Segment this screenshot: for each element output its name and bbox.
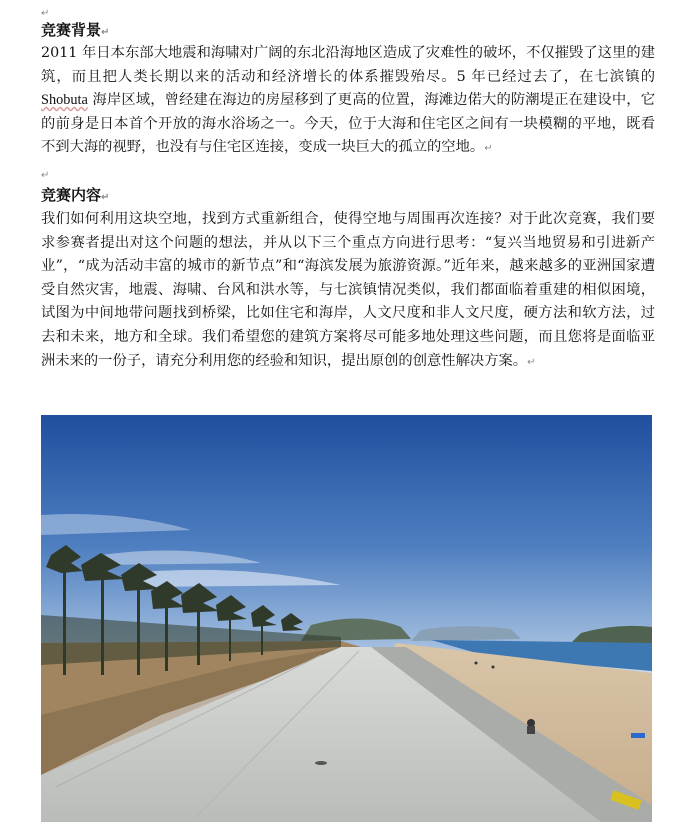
coastal-seawall-photo (41, 415, 652, 822)
background-text-b: 海岸区域，曾经建在海边的房屋移到了更高的位置，海滩边偌大的防潮堤正在建设中，它的前身是日本首个开放的海水浴场之一。今天，位于大海和住宅区之间有一块模糊的平地，既看不到大海的视野，也没有与住宅区连接，变成一块巨大的孤立的空地。 (41, 92, 655, 156)
paragraph-mark-icon: ↵ (527, 356, 536, 368)
paragraph-mark-icon: ↵ (101, 27, 110, 38)
paragraph-mark-icon: ↵ (484, 143, 493, 155)
blank-line (41, 0, 655, 22)
section-heading-background (41, 20, 655, 40)
document-page (41, 0, 655, 374)
content-text: 我们如何利用这块空地，找到方式重新组合，使得空地与周围再次连接？对于此次竞赛，我们要求参赛者提出对这个问题的想法，并从以下三个重点方向进行思考：“复兴当地贸易和引进新产业”，“成为活动丰富的城市的新节点”和“海滨发展为旅游资源。”近年来，越来越多的亚洲国家遭受自然灾害，地震、海啸、台风和洪水等，与七滨镇情况类似，我们都面临着重建的相似困境，试图为中间地带问题找到桥梁，比如住宅和海岸，人文尺度和非人文尺度，硬方法和软方法，过去和未来，地方和全球。我们希望您的建筑方案将尽可能多地处理这些问题，而且您将是面临亚洲未来的一份子，请充分利用您的经验和知识，提出原创的创意性解决方案。 (41, 210, 655, 369)
background-text-a: 2011 年日本东部大地震和海啸对广阔的东北沿海地区造成了灾难性的破坏，不仅摧毁了这里的建筑，而且把人类长期以来的活动和经济增长的体系摧毁殆尽。5 年已经过去了，在七滨镇的 (41, 45, 655, 85)
paragraph-mark-icon: ↵ (41, 8, 50, 19)
blank-line (41, 161, 655, 185)
content-paragraph (41, 208, 655, 374)
place-name: Shobuta (41, 92, 88, 109)
photo-canvas (41, 415, 652, 822)
background-paragraph (41, 42, 655, 161)
heading-text: 竞赛内容 (41, 185, 102, 204)
paragraph-mark-icon: ↵ (101, 191, 110, 203)
heading-text: 竞赛背景 (41, 21, 102, 39)
section-heading-content (41, 185, 655, 205)
paragraph-mark-icon: ↵ (41, 169, 50, 181)
